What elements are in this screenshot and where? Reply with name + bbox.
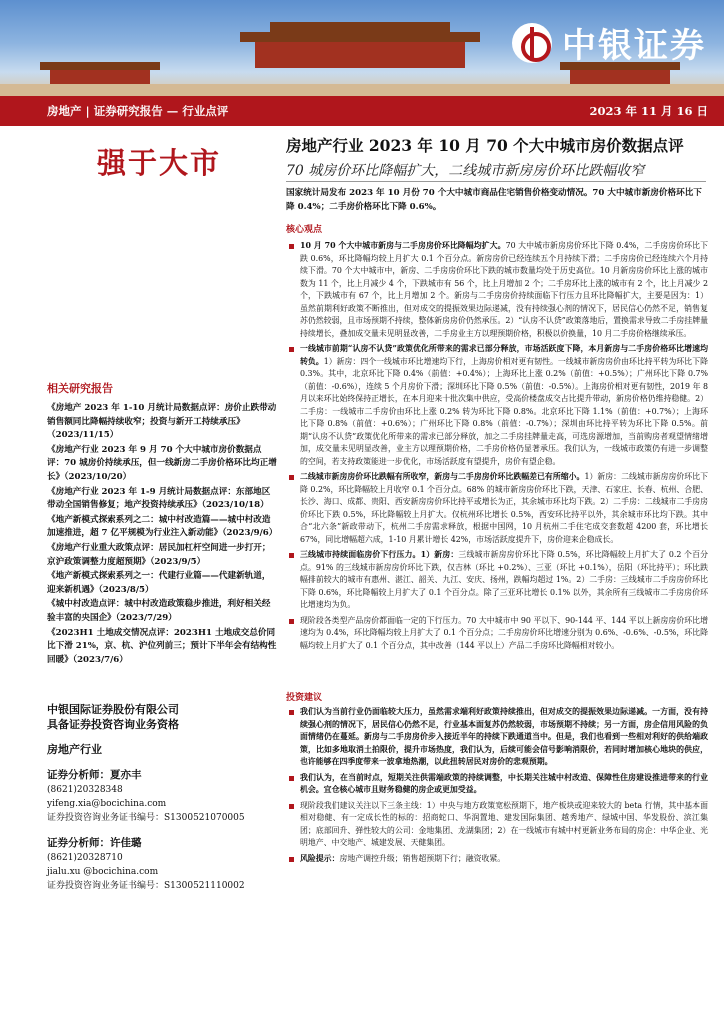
invest-point-2: 我们认为，在当前时点，短期关注供需端政策的持续调整，中长期关注城中村改造、保障性住房建设推进带来的行业机会。宜仓核心城市且财务稳健的房企或更加受益。 [286,772,708,797]
analyst-email[interactable]: yifeng.xia@bocichina.com [47,799,167,809]
related-reports [47,380,277,668]
firm-name: 中银国际证券股份有限公司 [47,703,179,716]
firm-info [47,702,277,893]
header-banner [0,0,724,96]
core-point-1: 10 月 70 个大中城市新房与二手房房价环比降幅均扩大。70 大中城市新房房价环比下降 0.4%，二手房房价环比下跌 0.6%，环比降幅均较上月扩大 0.1 个百分点。新房房价已经连续五个月持续下滑；二手房房价已经连续六个月持续下滑。70 个大中城市中，新房、二手房房价环比下跌的城市数量均处于历史高位。10 月新房房价环比上涨的城市数为 11 个，比上月减少 4 个，下跌城市有 56 个，比上月增加 2 个；二手房环比上涨的城市有 2 个，比上月减少 2 个，下跌城市有 67 个，比上月增加 2 个。新房与二手房房价持续面临下行压力且环比降幅扩大，主要是因为：1）虽然前期利好政策不断推出，但对成交的提振效果边际递减，没有持续强心剂的情况下，居民信心仍然不足，销售复苏仍然较弱，且市场预期不持续，整体新房房价仍然承压。2）“认房不认贷”政策落地后，置换需求导致二手房挂牌量持续增长，叠加成交量未见明显改善，二手房业主方以理预期价格，积极以价换量，10 月二手房价格继续承压。 [286,240,708,340]
boc-logo-icon [512,23,552,63]
related-report-item[interactable]: 《房地产行业 2023 年 1-9 月统计局数据点评：东部地区带动全国销售修复；地产投资持续承压》（2023/10/18） [47,486,271,511]
report-title: 房地产行业 2023 年 10 月 70 个大中城市房价数据点评 [286,136,684,155]
report-category: 房地产 | 证券研究报告 — 行业点评 [47,104,229,118]
brand [512,18,706,67]
related-report-item[interactable]: 《房地产 2023 年 1-10 月统计局数据点评：房价止跌带动销售额同比降幅持续收窄；投资与新开工持续承压》（2023/11/15） [47,403,277,441]
related-report-item[interactable]: 《房地产行业重大政策点评：居民加杠杆空间进一步打开；京沪政策调整力度超预期》（2023/9/5） [47,542,271,567]
palace-roof-top [270,22,450,34]
firm-sector: 房地产行业 [47,743,102,756]
report-date: 2023 年 11 月 16 日 [589,104,708,118]
side-hall-left [50,70,150,84]
core-point-4: 三线城市持续面临房价下行压力。1）新房：三线城市新房房价环比下降 0.5%，环比降幅较上月扩大了 0.2 个百分点。91% 的三线城市新房房价环比下跌，仅吉林（环比 +0.2%）、三亚（环比 +0.1%），岳阳（环比持平）；环比跌幅排前较大的城市有惠州、湛江、韶关、九江、安庆、扬州，跌幅均超过 1%。2）二手房：三线城市二手房房价环比下降 0.6%，环比降幅较上月扩大了 0.1 个百分点。除了三亚环比增长 0.1% 以外，其余所有三线城市二手房房价环比增速均为负。 [286,549,708,612]
core-views-heading: 核心观点 [286,225,323,235]
related-report-item[interactable]: 《地产新模式探索系列之一：代建行业篇——代建新轨道，迎来新机遇》（2023/8/5） [47,571,271,595]
intro-summary: 国家统计局发布 2023 年 10 月份 70 个大中城市商品住宅销售价格变动情况。70 大中城市新房价格环比下降 0.4%；二手房价格环比下降 0.6%。 [286,188,702,212]
invest-point-1: 我们认为当前行业仍面临较大压力，虽然需求端利好政策持续推出，但对成交的提振效果边际递减。一方面，没有持续强心剂的情况下，居民信心仍然不足，行业基本面复苏仍然较弱，市场预期不持续；另一方面，房企信用风险的负面情绪仍在蔓延。新房与二手房房价步入接近半年的持续下跌通道当中。但是，我们也看到一些相对利好的供给端政策，比如多地取消土拍限价，提升市场热度，我们认为，后续可能会信号影响消限价，若同时增加核心地块的供应，也许能够在四季度带来一波拿地热潮，以此扭转居民对房价的悲观预期。 [286,706,708,769]
side-roof-left [40,62,160,70]
related-report-item[interactable]: 《城中村改造点评：城中村改造政策稳步推进，利好相关经验丰富的央国企》（2023/7/29） [47,599,271,623]
report-type-bar [0,96,724,126]
report-subtitle: 70 城房价环比降幅扩大，二线城市新房房价环比跌幅收窄 [286,163,645,179]
firm-qualification: 具备证券投资咨询业务资格 [47,718,179,731]
title-divider [286,181,706,182]
core-point-2: 一线城市前期“认房不认贷”政策优化所带来的需求已部分释放，市场活跃度下降，本月新房与二手房价格环比增速均转负。1）新房：四个一线城市环比增速均下行，上海房价相对更有韧性。一线城市新房房价由环比持平转为环比下降 0.3%。其中，北京环比下降 0.4%（前值：+0.4%）；上海环比上涨 0.2%（前值：+0.5%）；广州环比下降 0.7%（前值：-0.6%），连续 5 个月房价下滑；深圳环比下降 0.5%（前值：-0.5%）。上海房价相对更有韧性，2019 年 8 月以来环比始终保持正增长，在本月迎来十批次集中供应，受高价楼盘成交占比提升带动，新房价格仍维持稳健。2）二手房：一线城市二手房价由环比上涨 0.2% 转为环比下降 0.8%。北京环比下降 1.1%（前值：+0.7%）；上海环比下降 0.8%（前值：+0.6%）；广州环比下降 0.8%（前值：-0.7%）；深圳由环比持平转为环比下降 0.5%。前期“认房不认贷”政策优化所带来的需求已部分释放，加之二手房挂牌量走高，可选房源增加，当前购房者观望情绪增加，成交量未见明显改善，业主方以理预期价格，二手房价格仍显著承压。我们认为，一线城市政策仍有进一步调整的空间，若支持政策能进一步优化，市场活跃度有望提升，房价有望企稳。 [286,343,708,468]
related-report-item[interactable]: 《2023H1 土地成交情况点评：2023H1 土地成交总价同比下滑 21%，京、杭、沪位列前三；预计下半年会有结构性回暖》（2023/7/6） [47,627,277,665]
analyst-phone: (8621)20328348 [47,785,123,795]
side-hall-right [570,70,670,84]
courtyard [0,84,724,96]
core-points [286,240,708,655]
invest-point-3: 现阶段我们建议关注以下三条主线：1）中央与地方政策宽松预期下，地产板块或迎来较大的 beta 行情，其中基本面相对稳健、有一定成长性的标的：招商蛇口、华润置地、建发国际集团、越秀地产、绿城中国、华发股份、滨江集团；底部回升、弹性较大的公司：金地集团、龙湖集团；2）在一线城市有城中村更新业务布局的房企：中华企业、光明地产、中交地产、城建发展、天健集团。 [286,800,708,850]
investment-heading: 投资建议 [286,693,323,703]
palace-hall [255,42,465,68]
core-point-5: 现阶段各类型产品房价都面临一定的下行压力。70 大中城市中 90 平以下、90-144 平、144 平以上新房房价环比增速均为 0.4%，环比降幅均较上月扩大了 0.1 个百分点；二手房房价环比增速分别为 0.6%、-0.6%、-0.5%，环比降幅均较上月扩大了 0.1 个百分点，其中改善（144 平以上）产品二手房环比降幅相对较小。 [286,615,708,653]
analyst-name: 证券分析师：夏亦丰 [47,769,142,781]
invest-point-4: 风险提示：房地产调控升级；销售超预期下行；融资收紧。 [286,853,708,866]
related-report-item[interactable]: 《地产新模式探索系列之二：城中村改造篇——城中村改造加速推进，超 7 亿平规模为行业注入新动能》（2023/9/6） [47,514,278,539]
analyst-phone: (8621)20328710 [47,853,123,863]
related-reports-title: 相关研究报告 [47,382,113,395]
core-point-3: 二线城市新房房价环比跌幅有所收窄，新房与二手房房价环比跌幅差已有所缩小。1）新房：二线城市新房房价环比下降 0.2%，环比降幅较上月收窄 0.1 个百分点。68% 的城市新房房价环比下跌，天津、石家庄、长春、杭州、合肥、长沙、海口、成都、贵阳、西安新房房价环比持平或增长为正，其余城市环比均下跌。2）二手房：二线城市二手房房价环比下跌 0.5%，环比降幅较上月扩大。仅杭州环比增长 0.5%，西安环比持平以外，其余城市环比均下跌。其中合“北六条”新政带动下，杭州二手房需求释放，根据中国网，10 月杭州二手住宅成交套数超 4200 套，环比增长 67%，同比增幅超六成，1-10 月累计增长 42%，市场活跃度提升下，房价迎来企稳成长。 [286,471,708,546]
analyst-email[interactable]: jialu.xu @bocichina.com [47,867,159,877]
related-report-item[interactable]: 《房地产行业 2023 年 9 月 70 个大中城市房价数据点评：70 城房价持续承压，但一线新房二手房价格环比均正增长》（2023/10/20） [47,444,277,482]
analyst-cert: 证券投资咨询业务证书编号：S1300521070005 [47,813,245,823]
investment-points [286,706,708,868]
analyst-cert: 证券投资咨询业务证书编号：S1300521110002 [47,881,245,891]
brand-name: 中银证券 [562,26,706,66]
rating: 强于大市 [97,146,222,180]
analyst-name: 证券分析师：许佳璐 [47,837,142,849]
